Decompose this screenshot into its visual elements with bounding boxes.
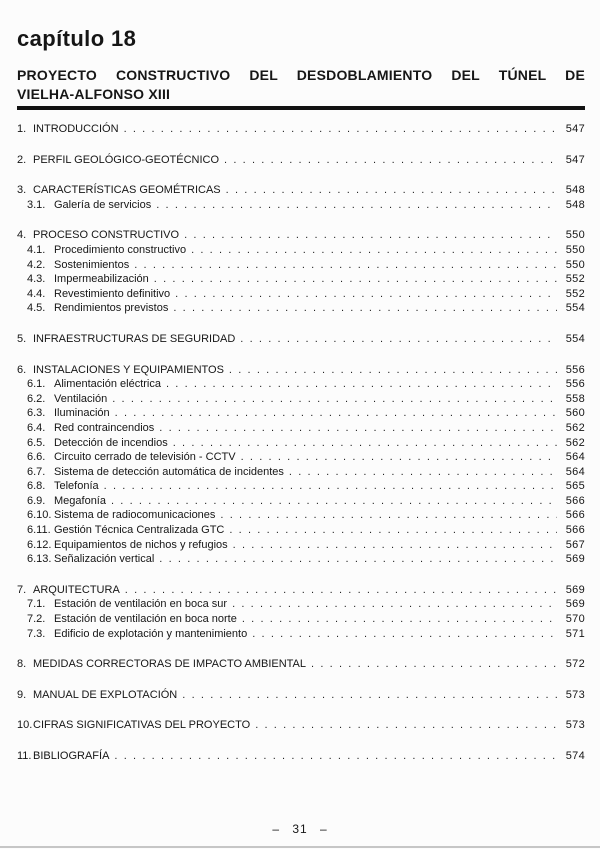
toc-entry-page: 562 xyxy=(565,421,585,434)
toc-entry xyxy=(17,627,585,642)
toc-entry-label: PERFIL GEOLÓGICO-GEOTÉCNICO xyxy=(33,153,220,166)
page-title-line1: PROYECTO CONSTRUCTIVO DEL DESDOBLAMIENTO DEL TÚNEL DE xyxy=(17,67,585,83)
toc-entry-number: 6.13. xyxy=(27,553,52,566)
toc-entry-number: 6.10. xyxy=(27,509,52,522)
toc-entry xyxy=(17,552,585,567)
toc-entry-number: 6.12. xyxy=(27,538,52,551)
toc-entry-page: 566 xyxy=(565,524,585,537)
dot-leader xyxy=(191,243,557,258)
toc-entry xyxy=(17,287,585,302)
toc-entry xyxy=(17,465,585,480)
dot-leader xyxy=(104,479,557,494)
toc-entry-page: 556 xyxy=(565,378,585,391)
toc-entry-label: Estación de ventilación en boca sur xyxy=(54,598,228,611)
toc-entry-label: MEDIDAS CORRECTORAS DE IMPACTO AMBIENTAL xyxy=(33,658,307,671)
dot-leader xyxy=(229,363,557,378)
toc-entry-page: 569 xyxy=(565,583,585,596)
dot-leader xyxy=(125,583,557,598)
toc-entry-page: 571 xyxy=(565,627,585,640)
toc-entry-label: Sistema de detección automática de incidentes xyxy=(54,465,284,478)
toc-entry xyxy=(17,122,585,137)
toc-entry-number: 6.9. xyxy=(27,494,46,507)
page-number: – 31 – xyxy=(272,822,328,836)
toc-entry-number: 6.5. xyxy=(27,436,46,449)
toc-entry-number: 10. xyxy=(17,719,33,732)
dot-leader xyxy=(232,597,557,612)
toc-entry-number: 1. xyxy=(17,123,27,135)
dot-leader xyxy=(224,153,557,168)
toc-entry xyxy=(17,243,585,258)
toc-entry-page: 550 xyxy=(565,229,585,242)
dot-leader xyxy=(182,688,557,703)
dot-leader xyxy=(173,436,557,451)
toc-entry-label: Iluminación xyxy=(54,407,110,420)
toc-entry xyxy=(17,272,585,287)
toc-group xyxy=(17,688,585,703)
toc-entry-label: Revestimiento definitivo xyxy=(54,287,171,300)
toc-entry xyxy=(17,523,585,538)
toc-entry-page: 565 xyxy=(565,480,585,493)
toc-entry-page: 550 xyxy=(565,243,585,256)
toc-entry-label: ARQUITECTURA xyxy=(33,583,120,596)
toc-entry-label: Galería de servicios xyxy=(54,198,152,211)
toc-entry-page: 569 xyxy=(565,598,585,611)
toc-entry-number: 4.3. xyxy=(27,273,46,286)
toc-entry xyxy=(17,406,585,421)
toc-entry-label: Procedimiento constructivo xyxy=(54,243,187,256)
toc-entry-page: 548 xyxy=(565,184,585,197)
toc-entry xyxy=(17,450,585,465)
toc-entry xyxy=(17,538,585,553)
toc-entry-page: 552 xyxy=(565,287,585,300)
toc-entry xyxy=(17,228,585,243)
toc-entry xyxy=(17,153,585,168)
page-title-line2: VIELHA-ALFONSO XIII xyxy=(17,86,171,102)
page-title xyxy=(17,67,585,110)
dot-leader xyxy=(134,258,557,273)
toc-entry-page: 556 xyxy=(565,363,585,376)
toc-entry-number: 6.6. xyxy=(27,451,46,464)
toc-group xyxy=(17,749,585,764)
toc-entry-page: 570 xyxy=(565,613,585,626)
toc-group xyxy=(17,583,585,641)
toc-entry-page: 552 xyxy=(565,273,585,286)
toc-entry-page: 554 xyxy=(565,332,585,345)
toc-entry-label: Edificio de explotación y mantenimiento xyxy=(54,627,248,640)
toc-entry-label: CIFRAS SIGNIFICATIVAS DEL PROYECTO xyxy=(33,719,251,732)
toc-entry-label: Alimentación eléctrica xyxy=(54,378,161,391)
toc-entry-label: Detección de incendios xyxy=(54,436,168,449)
toc-entry-label: Impermeabilización xyxy=(54,273,149,286)
toc-entry-label: CARACTERÍSTICAS GEOMÉTRICAS xyxy=(33,184,221,197)
toc-entry xyxy=(17,583,585,598)
toc-entry xyxy=(17,688,585,703)
toc-entry-label: PROCESO CONSTRUCTIVO xyxy=(33,229,180,242)
toc-entry-page: 573 xyxy=(565,719,585,732)
toc-entry-label: INFRAESTRUCTURAS DE SEGURIDAD xyxy=(33,332,236,345)
dot-leader xyxy=(115,406,557,421)
dot-leader xyxy=(240,332,557,347)
dot-leader xyxy=(111,494,557,509)
table-of-contents xyxy=(17,122,585,764)
toc-entry-number: 2. xyxy=(17,153,27,166)
toc-entry xyxy=(17,363,585,378)
toc-entry-number: 6.7. xyxy=(27,465,46,478)
dot-leader xyxy=(159,421,557,436)
toc-entry-label: Sistema de radiocomunicaciones xyxy=(54,509,216,522)
toc-entry-number: 4.4. xyxy=(27,287,46,300)
toc-entry xyxy=(17,479,585,494)
toc-group xyxy=(17,657,585,672)
toc-entry-number: 11. xyxy=(17,750,32,762)
toc-entry-number: 5. xyxy=(17,332,27,345)
dot-leader xyxy=(166,377,557,392)
toc-group xyxy=(17,332,585,347)
dot-leader xyxy=(156,198,557,213)
toc-entry-page: 566 xyxy=(565,509,585,522)
toc-entry-label: Gestión Técnica Centralizada GTC xyxy=(54,524,225,537)
toc-entry-page: 550 xyxy=(565,258,585,271)
toc-entry-label: Sostenimientos xyxy=(54,258,130,271)
toc-entry-label: Ventilación xyxy=(54,392,108,405)
toc-entry-page: 564 xyxy=(565,451,585,464)
toc-entry-label: Estación de ventilación en boca norte xyxy=(54,613,237,626)
dot-leader xyxy=(289,465,557,480)
toc-entry-number: 6.4. xyxy=(27,421,46,434)
toc-entry-number: 9. xyxy=(17,688,27,701)
toc-entry-page: 554 xyxy=(565,302,585,315)
toc-entry-number: 7. xyxy=(17,583,27,596)
dot-leader xyxy=(255,718,557,733)
toc-entry-page: 566 xyxy=(565,494,585,507)
toc-entry-label: Rendimientos previstos xyxy=(54,302,169,315)
toc-entry-number: 4.1. xyxy=(27,243,46,256)
toc-entry-page: 573 xyxy=(565,688,585,701)
toc-entry-number: 6.2. xyxy=(27,392,46,405)
toc-entry xyxy=(17,198,585,213)
toc-group xyxy=(17,718,585,733)
toc-entry-page: 564 xyxy=(565,465,585,478)
toc-entry-page: 560 xyxy=(565,407,585,420)
dot-leader xyxy=(175,287,557,302)
dot-leader xyxy=(159,552,557,567)
dot-leader xyxy=(124,122,557,137)
toc-entry-number: 6.3. xyxy=(27,407,46,420)
toc-entry xyxy=(17,436,585,451)
toc-entry-page: 558 xyxy=(565,392,585,405)
toc-group xyxy=(17,122,585,137)
toc-entry-label: Equipamientos de nichos y refugios xyxy=(54,538,228,551)
dot-leader xyxy=(114,749,557,764)
toc-entry-number: 7.2. xyxy=(27,613,46,626)
toc-entry-label: BIBLIOGRAFÍA xyxy=(33,750,110,762)
toc-entry xyxy=(17,597,585,612)
dot-leader xyxy=(154,272,557,287)
toc-entry-label: Red contraincendios xyxy=(54,421,155,434)
toc-entry-number: 8. xyxy=(17,658,27,671)
dot-leader xyxy=(220,508,557,523)
toc-entry xyxy=(17,749,585,764)
dot-leader xyxy=(184,228,557,243)
toc-entry-label: Megafonía xyxy=(54,494,106,507)
toc-group xyxy=(17,153,585,168)
toc-entry xyxy=(17,301,585,316)
toc-entry xyxy=(17,183,585,198)
dot-leader xyxy=(233,538,557,553)
toc-entry xyxy=(17,657,585,672)
toc-entry-page: 569 xyxy=(565,553,585,566)
toc-group xyxy=(17,363,585,567)
toc-entry-number: 6.11. xyxy=(27,524,51,537)
toc-group xyxy=(17,228,585,316)
toc-entry-page: 567 xyxy=(565,538,585,551)
chapter-heading: capítulo 18 xyxy=(17,26,137,51)
toc-entry xyxy=(17,377,585,392)
dot-leader xyxy=(112,392,557,407)
toc-entry-number: 3. xyxy=(17,184,27,197)
toc-entry-number: 6.8. xyxy=(27,480,46,493)
toc-entry-page: 548 xyxy=(565,198,585,211)
scan-edge-artifact xyxy=(0,846,600,848)
toc-entry-number: 4. xyxy=(17,229,27,242)
toc-entry xyxy=(17,612,585,627)
toc-entry-page: 547 xyxy=(565,123,585,135)
toc-entry-page: 572 xyxy=(565,658,585,671)
toc-entry-label: INTRODUCCIÓN xyxy=(33,123,119,135)
dot-leader xyxy=(226,183,557,198)
toc-entry-label: Señalización vertical xyxy=(54,553,155,566)
toc-entry-number: 6. xyxy=(17,363,27,376)
toc-entry-label: Telefonía xyxy=(54,480,99,493)
toc-entry-number: 7.3. xyxy=(27,627,46,640)
toc-entry-page: 574 xyxy=(565,750,585,762)
toc-entry xyxy=(17,494,585,509)
toc-entry xyxy=(17,258,585,273)
toc-entry-number: 4.2. xyxy=(27,258,46,271)
toc-group xyxy=(17,183,585,212)
toc-entry-label: INSTALACIONES Y EQUIPAMIENTOS xyxy=(33,363,224,376)
dot-leader xyxy=(229,523,557,538)
toc-entry xyxy=(17,421,585,436)
dot-leader xyxy=(311,657,557,672)
toc-entry-number: 4.5. xyxy=(27,302,46,315)
toc-entry xyxy=(17,392,585,407)
dot-leader xyxy=(173,301,557,316)
toc-entry-number: 3.1. xyxy=(27,198,46,211)
toc-entry xyxy=(17,332,585,347)
toc-entry-page: 562 xyxy=(565,436,585,449)
toc-entry-number: 7.1. xyxy=(27,598,46,611)
dot-leader xyxy=(241,450,557,465)
toc-entry xyxy=(17,718,585,733)
toc-entry-number: 6.1. xyxy=(27,378,46,391)
toc-entry-label: MANUAL DE EXPLOTACIÓN xyxy=(33,688,178,701)
toc-entry-page: 547 xyxy=(565,153,585,166)
toc-entry xyxy=(17,508,585,523)
dot-leader xyxy=(252,627,557,642)
toc-entry-label: Circuito cerrado de televisión - CCTV xyxy=(54,451,236,464)
dot-leader xyxy=(242,612,557,627)
